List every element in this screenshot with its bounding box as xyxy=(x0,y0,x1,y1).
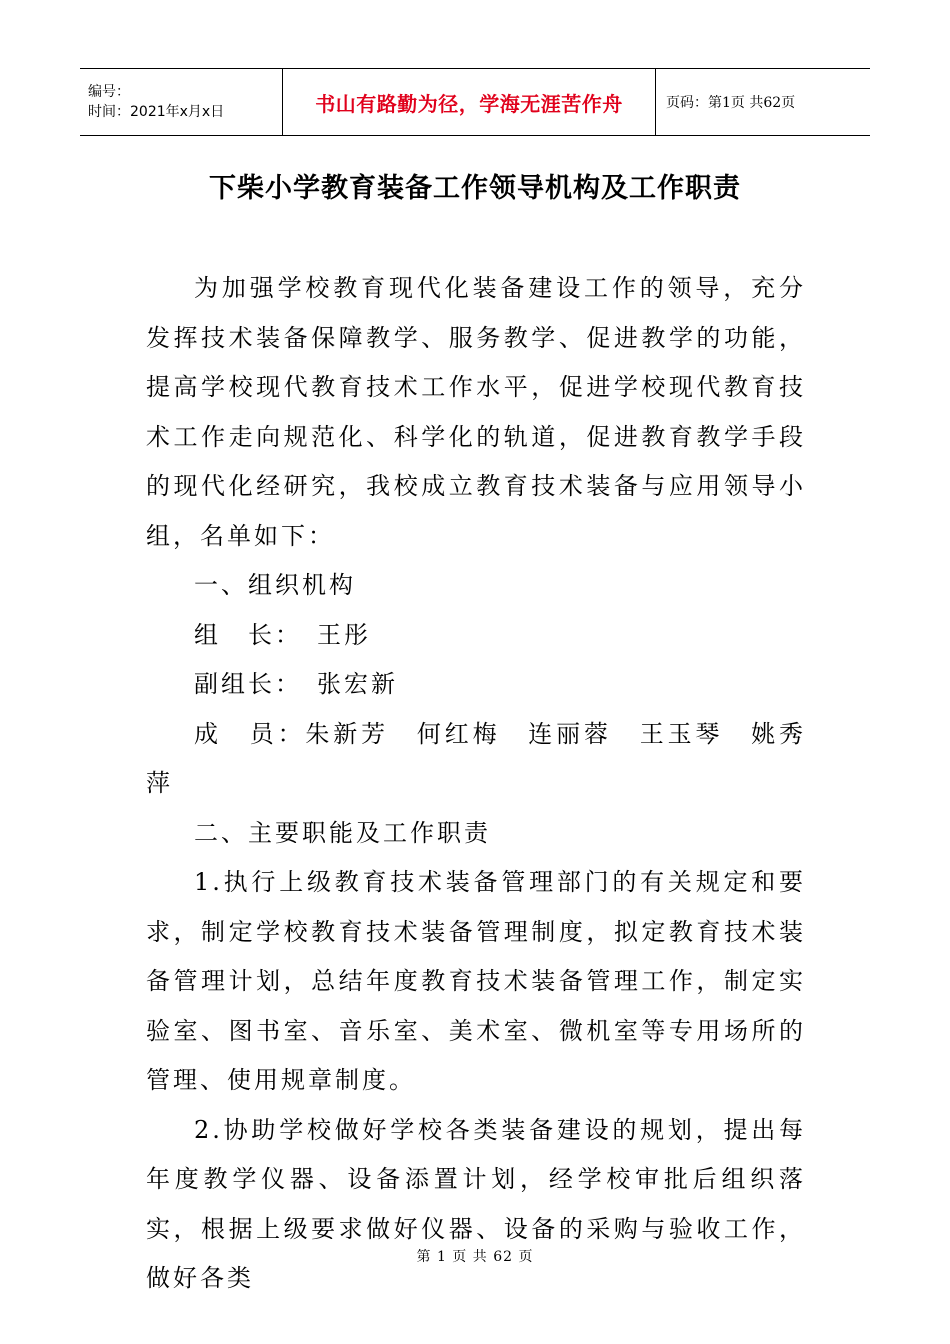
code-label: 编号： xyxy=(88,84,130,100)
document-title: 下柴小学教育装备工作领导机构及工作职责 xyxy=(209,173,741,204)
page-footer: 第 1 页 共 62 页 xyxy=(416,1249,534,1265)
time-label: 时间：2021年x月x日 xyxy=(88,104,225,120)
document-header xyxy=(80,68,870,136)
paragraph-intro: 为加强学校教育现代化装备建设工作的领导，充分发挥技术装备保障教学、服务教学、促进教学的功能，提高学校现代教育技术工作水平，促进学校现代教育技术工作走向规范化、科学化的轨道，促进教育教学手段的现代化经研究，我校成立教育技术装备与应用领导小组，名单如下： xyxy=(146,274,806,550)
header-meta xyxy=(80,69,282,135)
paragraph-leader: 组 长： 王彤 xyxy=(194,620,371,649)
paragraph-item-1: 1.执行上级教育技术装备管理部门的有关规定和要求，制定学校教育技术装备管理制度，拟定教育技术装备管理计划，总结年度教育技术装备管理工作，制定实验室、图书室、音乐室、美术室、微机室等专用场所的管理、使用规章制度。 xyxy=(146,868,806,1094)
header-motto: 书山有路勤为径，学海无涯苦作舟 xyxy=(282,69,656,135)
header-page-info: 页码：第1页 共62页 xyxy=(666,95,796,111)
paragraph-section-2: 二、主要职能及工作职责 xyxy=(194,818,491,847)
paragraph-members: 成 员：朱新芳 何红梅 连丽蓉 王玉琴 姚秀萍 xyxy=(146,719,806,797)
paragraph-deputy-leader: 副组长： 张宏新 xyxy=(194,670,398,698)
document-body xyxy=(146,264,806,1304)
paragraph-section-1: 一、组织机构 xyxy=(194,571,356,599)
paragraph-item-2: 2.协助学校做好学校各类装备建设的规划，提出每年度教学仪器、设备添置计划，经学校审批后组织落实，根据上级要求做好仪器、设备的采购与验收工作，做好各类 xyxy=(146,1115,806,1292)
